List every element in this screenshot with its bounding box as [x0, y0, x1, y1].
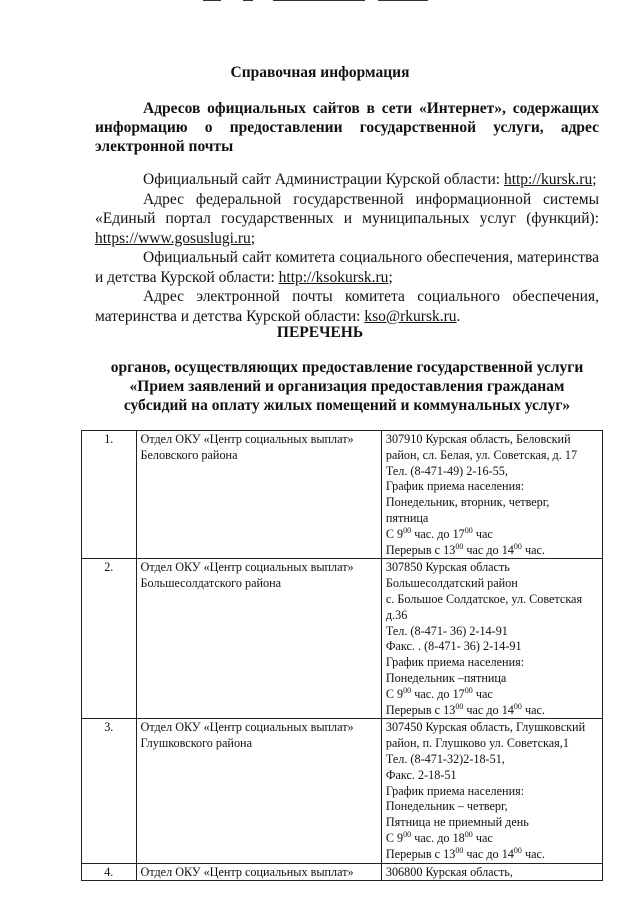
address-line: Тел. (8-471- 36) 2-14-91	[385, 623, 508, 638]
row-number: 3.	[82, 719, 137, 863]
time-minutes: 00	[464, 685, 473, 695]
address-line: График приема населения:	[385, 479, 525, 494]
top-scan-edge	[203, 0, 428, 2]
time-text: час	[472, 526, 493, 541]
site-link[interactable]: http://ksokursk.ru	[278, 268, 389, 286]
list-subtitle-line: органов, осуществляющих предоставление государственной услуги	[110, 359, 584, 376]
table-row	[82, 559, 603, 719]
site-tail: ;	[592, 171, 597, 188]
address-line: 307910 Курская область, Беловский	[385, 432, 571, 446]
time-minutes: 00	[464, 525, 473, 535]
address-line: Понедельник, вторник, четверг,	[385, 495, 550, 510]
list-subtitle-line: субсидий на оплату жилых помещений и коммунальных услуг»	[123, 397, 571, 414]
site-link[interactable]: https://www.gosuslugi.ru	[95, 229, 251, 247]
address-line: Понедельник – четверг,	[385, 799, 508, 814]
org-line: Отдел ОКУ «Центр социальных выплат»	[140, 720, 354, 735]
address-cell	[381, 719, 602, 863]
table-row	[82, 431, 603, 559]
time-text: час	[472, 686, 493, 701]
sites-block	[95, 170, 599, 326]
address-line: 306800 Курская область,	[385, 864, 513, 879]
address-line: Факс. . (8-471- 36) 2-14-91	[385, 639, 522, 654]
org-line: Отдел ОКУ «Центр социальных выплат»	[140, 864, 354, 879]
row-number: 1.	[82, 431, 137, 559]
time-minutes: 00	[455, 701, 464, 711]
site-paragraph	[95, 248, 599, 287]
page-subtitle: Адресов официальных сайтов в сети «Интернет», содержащих информацию о предоставлении государственной услуги, адрес электронной почты	[95, 100, 599, 155]
address-line: с. Большое Солдатское, ул. Советская	[385, 591, 583, 606]
org-cell	[136, 559, 381, 719]
break-line	[386, 543, 598, 559]
org-line: Беловского района	[140, 447, 238, 462]
time-minutes: 00	[455, 845, 464, 855]
address-line: Тел. (8-471-49) 2-16-55,	[385, 463, 508, 478]
site-label: Адрес федеральной государственной информационной системы «Единый портал государственных и муниципальных услуг (функций):	[95, 190, 599, 227]
org-cell	[136, 431, 381, 559]
org-cell	[136, 863, 381, 881]
address-line: д.36	[385, 607, 408, 622]
site-link[interactable]: http://kursk.ru	[503, 171, 593, 188]
address-line: Большесолдатский район	[385, 576, 518, 591]
time-minutes: 00	[513, 701, 522, 711]
time-text: час.	[521, 702, 545, 717]
address-cell	[381, 559, 602, 719]
org-line: Глушковского района	[140, 736, 252, 751]
site-tail: ;	[250, 229, 256, 247]
address-line: 307450 Курская область, Глушковский	[385, 720, 586, 735]
time-text: час	[472, 830, 493, 845]
time-minutes: 00	[403, 829, 412, 839]
org-line: Отдел ОКУ «Центр социальных выплат»	[140, 560, 354, 575]
time-text: час. до 17	[411, 526, 465, 541]
address-line: Пятница не приемный день	[385, 815, 529, 830]
org-cell	[136, 719, 381, 863]
site-label: Официальный сайт Администрации Курской области:	[143, 171, 504, 188]
table-row	[82, 719, 603, 863]
time-text: час до 14	[463, 846, 514, 861]
address-cell	[381, 863, 602, 881]
offices-table	[81, 430, 603, 881]
address-line: район, сл. Белая, ул. Советская, д. 17	[385, 447, 578, 462]
time-text: час до 14	[463, 542, 514, 557]
site-label: Адрес электронной почты комитета социального обеспечения, материнства и детства Курской области:	[95, 288, 599, 325]
site-tail: .	[456, 307, 461, 325]
address-cell	[381, 431, 602, 559]
time-text: Перерыв с 13	[385, 846, 456, 861]
site-label: Официальный сайт комитета социального обеспечения, материнства и детства Курской области:	[95, 249, 599, 286]
time-text: час. до 18	[411, 830, 465, 845]
time-text: Перерыв с 13	[385, 702, 456, 717]
time-minutes: 00	[403, 685, 412, 695]
address-line: район, п. Глушково ул. Советская,1	[385, 736, 569, 751]
list-subtitle	[95, 358, 599, 415]
site-tail: ;	[388, 268, 393, 286]
org-line: Большесолдатского района	[140, 576, 282, 591]
site-paragraph	[95, 287, 599, 326]
hours-line	[386, 831, 598, 847]
time-text: час.	[521, 846, 545, 861]
address-line: Факс. 2-18-51	[385, 767, 457, 782]
time-minutes: 00	[403, 525, 412, 535]
address-line: График приема населения:	[385, 655, 525, 670]
site-paragraph	[95, 170, 599, 190]
site-paragraph	[95, 190, 599, 249]
list-title: ПЕРЕЧЕНЬ	[276, 324, 364, 341]
time-text: С 9	[385, 526, 404, 541]
address-line: Тел. (8-471-32)2-18-51,	[385, 751, 505, 766]
address-line: пятница	[385, 510, 429, 525]
time-text: С 9	[385, 686, 404, 701]
email-link[interactable]: kso@rkursk.ru	[364, 307, 457, 325]
page-title: Справочная информация	[230, 64, 410, 81]
time-text: С 9	[385, 830, 404, 845]
row-number: 2.	[82, 559, 137, 719]
time-minutes: 00	[513, 541, 522, 551]
time-text: час.	[521, 542, 545, 557]
hours-line	[386, 687, 598, 703]
break-line	[386, 703, 598, 719]
hours-line	[386, 527, 598, 543]
time-minutes: 00	[464, 829, 473, 839]
address-line: Понедельник –пятница	[385, 670, 507, 685]
time-text: Перерыв с 13	[385, 542, 456, 557]
address-line: 307850 Курская область	[385, 560, 510, 575]
org-line: Отдел ОКУ «Центр социальных выплат»	[140, 432, 354, 446]
address-line: График приема населения:	[385, 783, 525, 798]
time-minutes: 00	[455, 541, 464, 551]
time-text: час. до 17	[411, 686, 465, 701]
time-text: час до 14	[463, 702, 514, 717]
table-row	[82, 863, 603, 881]
time-minutes: 00	[513, 845, 522, 855]
row-number: 4.	[82, 863, 137, 881]
list-subtitle-line: «Прием заявлений и организация предоставления гражданам	[129, 378, 565, 395]
break-line	[386, 847, 598, 863]
